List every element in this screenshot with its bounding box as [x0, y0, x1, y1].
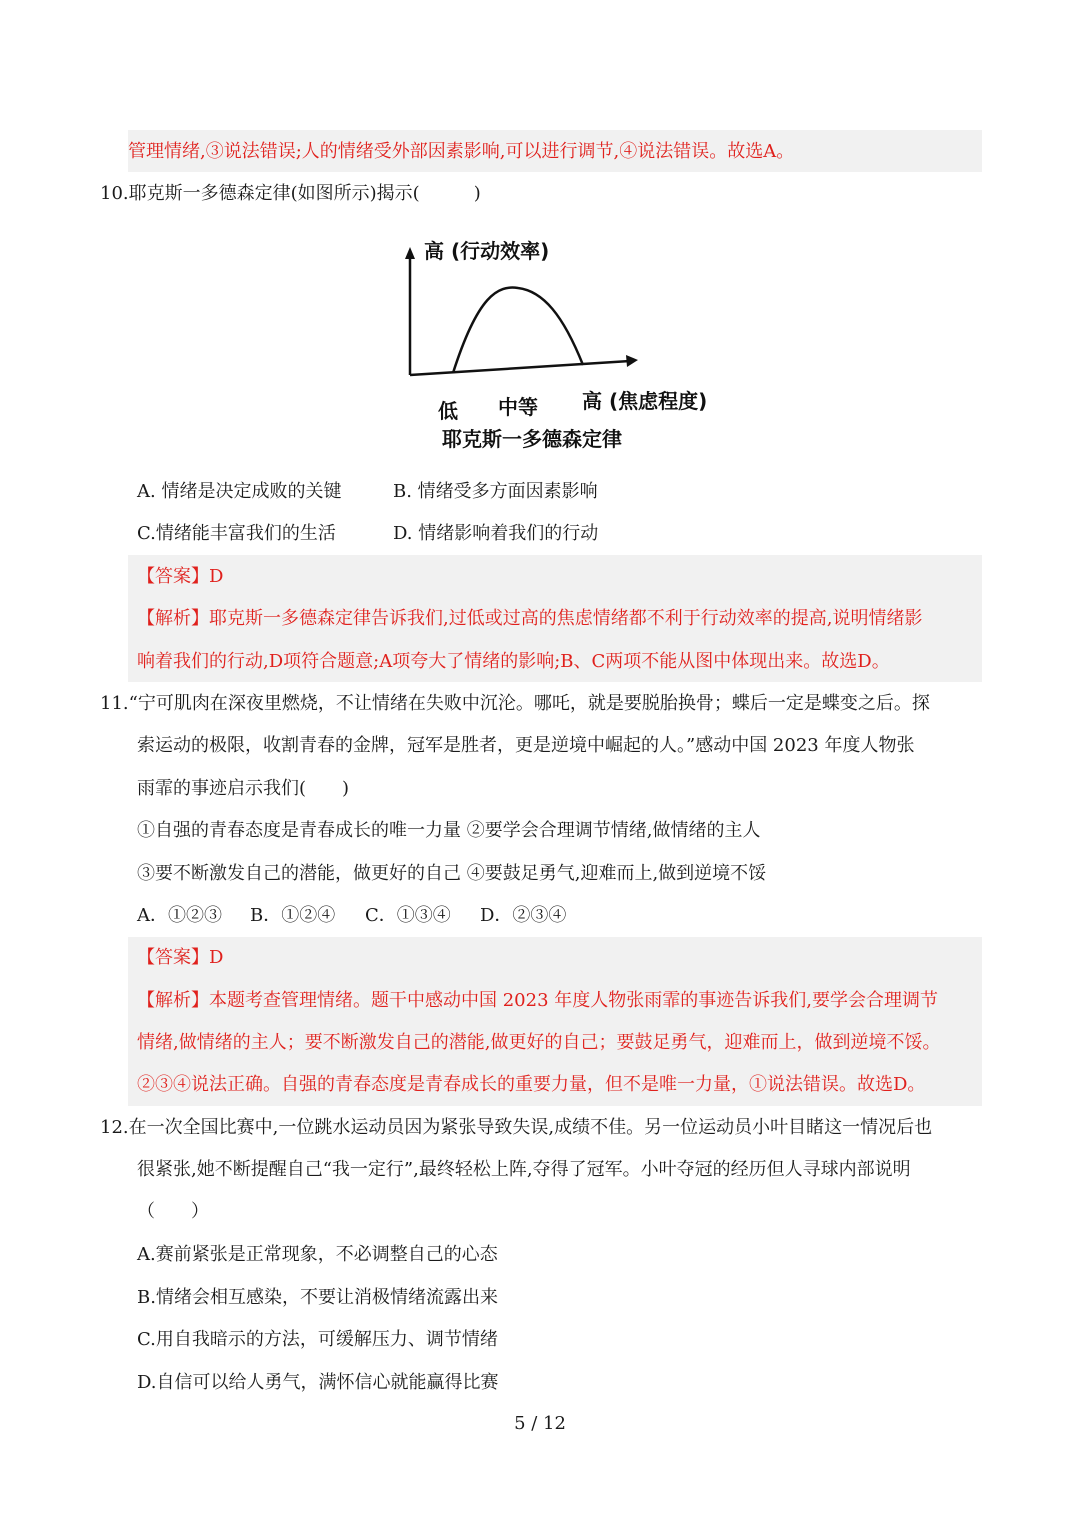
page-number: 5 / 12 — [514, 1413, 566, 1434]
performance-curve — [453, 288, 583, 373]
q11-stem-line2: 索运动的极限，收割青春的金牌，冠军是胜者，更是逆境中崛起的人。”感动中国 2023 年度人物张 — [137, 735, 915, 756]
x-axis-arrow — [626, 355, 638, 367]
q11-option-d: D．②③④ — [480, 905, 567, 926]
analysis-continuation: 管理情绪,③说法错误;人的情绪受外部因素影响,可以进行调节,④说法错误。故选A。 — [128, 141, 795, 162]
q12-stem-line1: 12.在一次全国比赛中,一位跳水运动员因为紧张导致失误,成绩不佳。另一位运动员小叶目睹这一情况后也 — [100, 1117, 933, 1138]
q10-option-a: A. 情绪是决定成败的关键 — [137, 481, 342, 502]
x-label-high: 高 (焦虑程度) — [582, 389, 708, 413]
y-axis-label: 高 (行动效率) — [424, 239, 550, 263]
yerkes-dodson-figure — [398, 225, 738, 460]
q11-statements-line1: ①自强的青春态度是青春成长的唯一力量 ②要学会合理调节情绪,做情绪的主人 — [137, 820, 761, 841]
x-axis — [410, 361, 630, 375]
q11-analysis-line1: 【解析】本题考查管理情绪。题干中感动中国 2023 年度人物张雨霏的事迹告诉我们,要学会合理调节 — [137, 990, 938, 1011]
x-label-low: 低 — [438, 399, 458, 423]
q10-analysis-line1: 【解析】耶克斯一多德森定律告诉我们,过低或过高的焦虑情绪都不利于行动效率的提高,说明情绪影 — [137, 608, 923, 629]
figure-caption: 耶克斯一多德森定律 — [442, 427, 622, 451]
q10-stem: 10.耶克斯一多德森定律(如图所示)揭示( ) — [100, 183, 481, 204]
q11-analysis-line2: 情绪,做情绪的主人；要不断激发自己的潜能,做更好的自己；要鼓足勇气，迎难而上，做到逆境不馁。 — [137, 1032, 941, 1053]
q11-option-a: A．①②③ — [137, 905, 222, 926]
q12-stem-line3: （ ） — [137, 1201, 209, 1222]
q11-stem-line1: 11.“宁可肌肉在深夜里燃烧，不让情绪在失败中沉沦。哪吒，就是要脱胎换骨；蝶后一定是蝶变之后。探 — [100, 693, 930, 714]
q10-analysis-line2: 响着我们的行动,D项符合题意;A项夸大了情绪的影响;B、C两项不能从图中体现出来。故选D。 — [137, 651, 890, 672]
q12-option-b: B.情绪会相互感染，不要让消极情绪流露出来 — [137, 1287, 498, 1308]
q11-option-c: C．①③④ — [365, 905, 451, 926]
q10-option-b: B. 情绪受多方面因素影响 — [393, 481, 598, 502]
q12-option-a: A.赛前紧张是正常现象，不必调整自己的心态 — [137, 1244, 498, 1265]
q10-answer: 【答案】D — [137, 566, 224, 587]
q10-option-c: C.情绪能丰富我们的生活 — [137, 523, 336, 544]
q12-stem-line2: 很紧张,她不断提醒自己“我一定行”,最终轻松上阵,夺得了冠军。小叶夺冠的经历但人寻球内部说明 — [137, 1159, 911, 1180]
y-axis-arrow — [405, 247, 415, 259]
q10-option-d: D. 情绪影响着我们的行动 — [393, 523, 599, 544]
x-label-mid: 中等 — [498, 395, 538, 419]
q12-option-d: D.自信可以给人勇气，满怀信心就能赢得比赛 — [137, 1372, 499, 1393]
q12-option-c: C.用自我暗示的方法，可缓解压力、调节情绪 — [137, 1329, 498, 1350]
q11-answer: 【答案】D — [137, 947, 224, 968]
q11-statements-line2: ③要不断激发自己的潜能，做更好的自己 ④要鼓足勇气,迎难而上,做到逆境不馁 — [137, 863, 767, 884]
q11-analysis-line3: ②③④说法正确。自强的青春态度是青春成长的重要力量，但不是唯一力量，①说法错误。故选D。 — [137, 1074, 926, 1095]
q11-option-b: B．①②④ — [250, 905, 336, 926]
q11-stem-line3: 雨霏的事迹启示我们( ) — [137, 778, 350, 799]
